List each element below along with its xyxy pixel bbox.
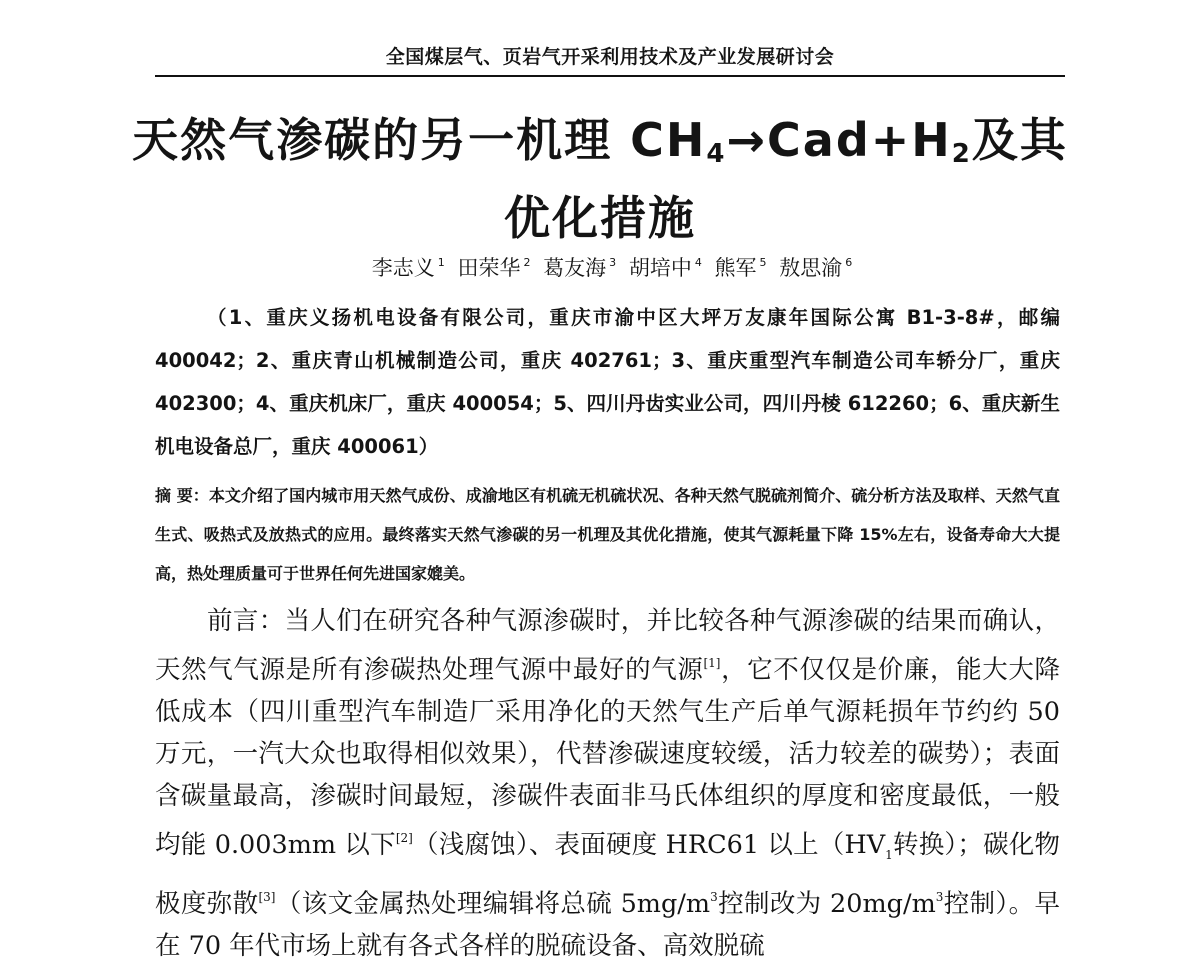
body-text: 转换）；碳化物极度弥散: [155, 830, 1060, 920]
title-line2: 优化措施: [504, 191, 696, 245]
author-mark: 6: [845, 256, 853, 269]
running-header: 全国煤层气、页岩气开采利用技术及产业发展研讨会: [385, 46, 835, 68]
citation-ref: [3]: [258, 890, 276, 905]
author-name: 葛友海: [543, 256, 607, 280]
body-paragraph: [155, 600, 1060, 967]
title-part1: 天然气渗碳的另一机理 CH: [132, 113, 707, 167]
body-text: （该文金属热处理编辑将总硫 5mg/m: [275, 889, 711, 920]
paper-title: [120, 108, 1080, 250]
unit-superscript: 3: [935, 890, 944, 905]
citation-ref: [2]: [395, 831, 413, 845]
citation-ref: [1]: [703, 656, 721, 670]
affiliations: （1、重庆义扬机电设备有限公司，重庆市渝中区大坪万友康年国际公寓 B1-3-8#，邮编 400042；2、重庆青山机械制造公司，重庆 402761；3、重庆重型汽车制造公司车轿分厂，重庆 402300；4、重庆机床厂，重庆 400054；5、四川丹齿实业公司，四川丹棱 612260；6、重庆新生机电设备总厂，重庆 400061）: [155, 306, 1060, 458]
body-text: （浅腐蚀）、表面硬度 HRC61 以上（HV: [412, 830, 886, 860]
unit-superscript: 3: [710, 890, 718, 905]
author-name: 田荣华: [457, 256, 521, 280]
author-name: 李志义: [371, 256, 435, 280]
author-name: 敖思渝: [779, 256, 843, 280]
author-name: 胡培中: [628, 256, 692, 280]
header-rule: [155, 75, 1065, 77]
body-text: 控制改为 20mg/m: [717, 889, 936, 920]
author-mark: 5: [759, 256, 767, 269]
abstract: [155, 476, 1060, 593]
body-text: 控制）。早在 70 年代市场上就有各式各样的脱硫设备、高效脱硫: [155, 889, 1060, 962]
abstract-label: 摘 要：: [155, 486, 209, 505]
body-text: ，它不仅仅是价廉，能大大降低成本（四川重型汽车制造厂采用净化的天然气生产后单气源耗损年节约约 50 万元，一汽大众也取得相似效果），代替渗碳速度较缓，活力较差的碳势）；表面含碳量最高，渗碳时间最短，渗碳件表面非马氏体组织的厚度和密度最低，一般均能 0.003mm 以下: [155, 655, 1060, 860]
author-mark: 1: [437, 256, 445, 269]
abstract-text: 本文介绍了国内城市用天然气成份、成渝地区有机硫无机硫状况、各种天然气脱硫剂简介、硫分析方法及取样、天然气直生式、吸热式及放热式的应用。最终落实天然气渗碳的另一机理及其优化措施，使其气源耗量下降 15%左右，设备寿命大大提高，热处理质量可于世界任何先进国家媲美。: [155, 486, 1060, 583]
author-mark: 4: [694, 256, 702, 269]
title-part2: →Cad+H: [726, 113, 952, 167]
author-list: [150, 252, 1080, 282]
author-mark: 2: [523, 256, 531, 269]
body-text: 前言：当人们在研究各种气源渗碳时，并比较各种气源渗碳的结果而确认，天然气气源是所有渗碳热处理气源中最好的气源: [155, 606, 1060, 685]
hv-subscript: 1: [885, 848, 893, 863]
title-sub-4: 4: [706, 139, 727, 169]
author-name: 熊军: [714, 256, 757, 280]
author-mark: 3: [609, 256, 617, 269]
title-part3: 及其: [971, 113, 1068, 167]
title-sub-2: 2: [951, 139, 972, 169]
